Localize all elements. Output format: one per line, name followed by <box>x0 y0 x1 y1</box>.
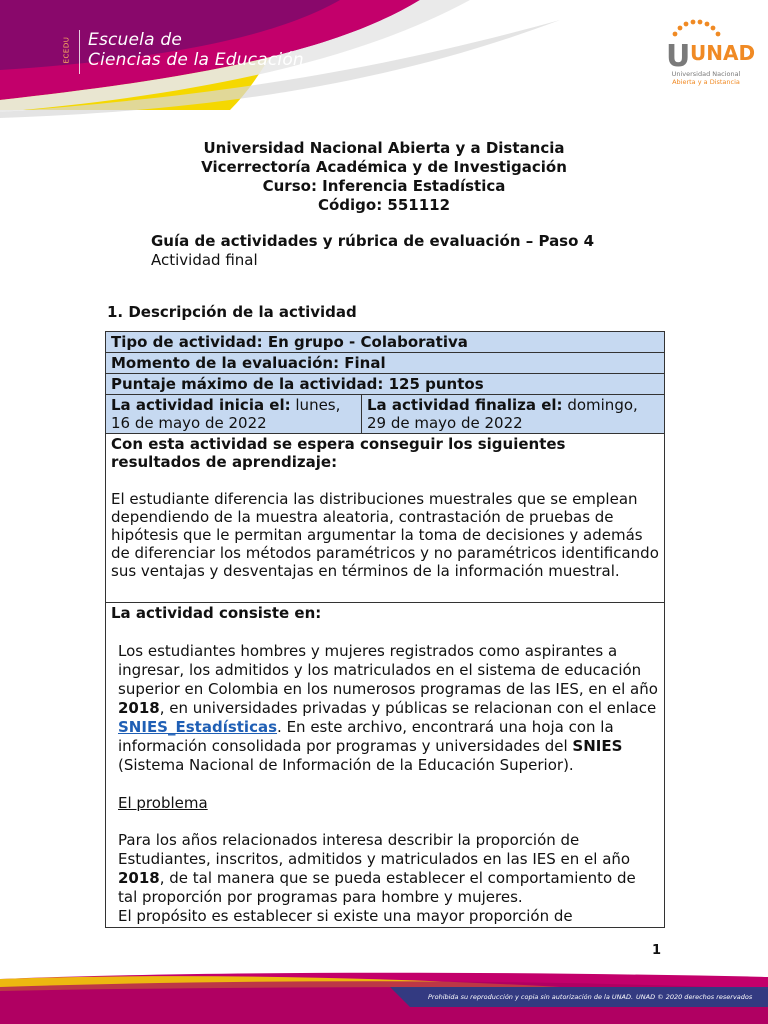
page-number: 1 <box>652 943 662 958</box>
school-name-line1: Escuela de <box>88 30 182 50</box>
guide-subtitle: Actividad final <box>151 251 258 269</box>
vicerrectoria: Vicerrectoría Académica y de Investigación <box>201 158 567 176</box>
course-name: Curso: Inferencia Estadística <box>262 177 506 195</box>
activity-description <box>106 603 665 928</box>
guide-heading <box>151 232 594 270</box>
start-date: La actividad inicia el: lunes, 16 de mayo de 2022 <box>106 395 362 434</box>
activity-paragraph-2: Para los años relacionados interesa describir la proporción de Estudiantes, inscritos, admitidos y matriculados en las IES en el año 2018, de tal manera que se pueda establecer el comportamiento de tal proporción por programas para hombre y mujeres. <box>118 831 636 906</box>
svg-text:UNAD: UNAD <box>690 41 756 65</box>
ecedu-vertical-label: ECEDU <box>67 30 80 74</box>
activity-table <box>105 331 665 928</box>
problem-heading: El problema <box>118 794 208 812</box>
activity-type: Tipo de actividad: En grupo - Colaborativa <box>106 332 665 353</box>
guide-title: Guía de actividades y rúbrica de evaluación – Paso 4 <box>151 232 595 250</box>
learning-outcomes-title: Con esta actividad se espera conseguir los siguientes resultados de aprendizaje: <box>111 435 566 471</box>
course-code: Código: 551112 <box>317 196 451 214</box>
learning-outcomes-text: El estudiante diferencia las distribuciones muestrales que se emplean dependiendo de la muestra aleatoria, contrastación de pruebas de hipótesis que le permitan argumentar la toma de decisiones y además de diferenciar los métodos paramétricos y no paramétricos identificando sus ventajas y desventajas en términos de la información muestral. <box>111 490 659 580</box>
learning-outcomes <box>106 434 665 603</box>
university-name: Universidad Nacional Abierta y a Distancia <box>203 139 565 157</box>
school-name-line2: Ciencias de la Educación <box>88 50 304 70</box>
school-name <box>88 30 304 70</box>
end-date: La actividad finaliza el: domingo, 29 de mayo de 2022 <box>362 395 665 434</box>
evaluation-moment: Momento de la evaluación: Final <box>106 353 665 374</box>
footer-notice: Prohibida su reproducción y copia sin autorización de la UNAD. <box>428 993 634 1001</box>
svg-text:U: U <box>666 39 691 74</box>
snies-statistics-link[interactable]: SNIES_Estadísticas <box>118 718 278 736</box>
section-title: 1. Descripción de la actividad <box>107 303 357 321</box>
activity-paragraph-3: El propósito es establecer si existe una mayor proporción de <box>118 907 573 925</box>
logo-subtitle: Universidad Nacional Abierta y a Distancia <box>671 70 741 86</box>
activity-description-title: La actividad consiste en: <box>111 604 322 622</box>
max-score: Puntaje máximo de la actividad: 125 puntos <box>106 374 665 395</box>
footer-rights: UNAD © 2020 derechos reservados <box>636 993 753 1001</box>
activity-paragraph-1: Los estudiantes hombres y mujeres registrados como aspirantes a ingresar, los admitidos y los matriculados en el sistema de educación superior en Colombia en los numerosos programas de las IES, en el año 2018, en universidades privadas y públicas se relacionan con el enlace SNIES_Estadísticas. En este archivo, encontrará una hoja con la información consolidada por programas y universidades del SNIES (Sistema Nacional de Información de la Educación Superior). <box>118 642 658 774</box>
